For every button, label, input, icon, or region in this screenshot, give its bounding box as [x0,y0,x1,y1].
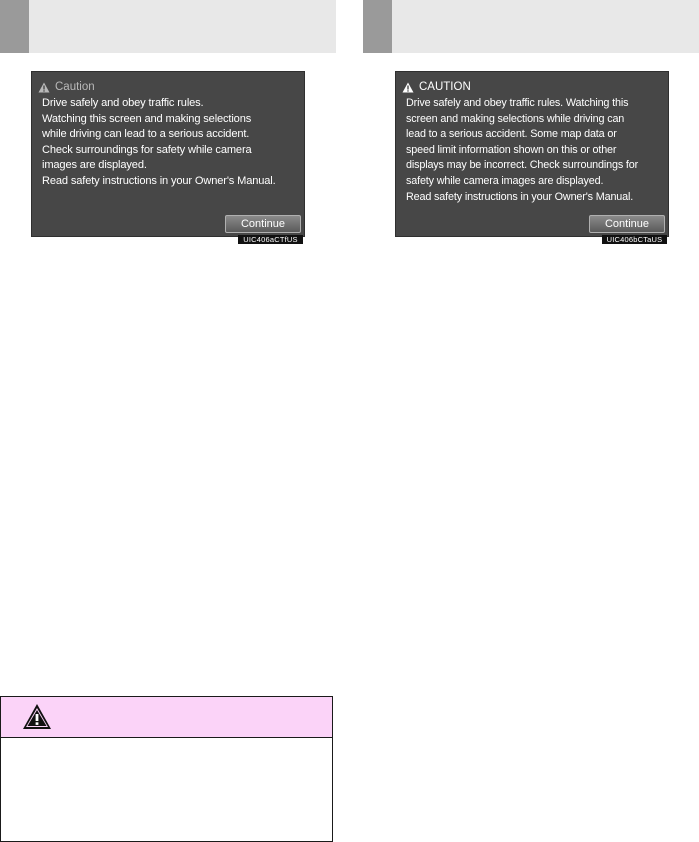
warning-triangle-icon [402,82,414,93]
caution-box-header [1,697,332,738]
message-line: displays may be incorrect. Check surroundings for [406,159,639,172]
section-tab-marker [0,0,29,53]
message-line: Check surroundings for safety while camera [42,143,252,156]
caution-title [402,79,471,95]
message-line: Drive safely and obey traffic rules. Watching this [406,97,629,109]
message-line: lead to a serious accident. Some map data or [406,128,617,141]
warning-triangle-icon [38,82,50,93]
warning-triangle-icon [22,703,52,730]
caution-message [42,96,300,190]
image-code-label: UIC406aCTfUS [238,235,303,244]
caution-message [406,96,666,205]
message-line: Read safety instructions in your Owner's Manual. [42,174,276,187]
caution-screen-right [395,71,669,237]
section-header-left [0,0,336,53]
message-line: speed limit information shown on this or other [406,143,617,156]
caution-box [0,696,333,842]
caution-screen-left [31,71,305,237]
continue-button[interactable]: Continue [589,215,665,233]
message-line: while driving can lead to a serious accident. [42,128,250,141]
message-line: Read safety instructions in your Owner's Manual. [406,190,634,203]
image-code-label: UIC406bCTaUS [602,235,667,244]
message-line: Drive safely and obey traffic rules. [42,97,204,109]
section-header-right [363,0,699,53]
message-line: safety while camera images are displayed. [406,174,604,187]
section-tab-marker [363,0,392,53]
caution-title-text: CAUTION [419,81,471,93]
message-line: images are displayed. [42,159,147,172]
message-line: screen and making selections while driving can [406,112,625,125]
caution-title-text: Caution [55,81,95,93]
continue-button[interactable]: Continue [225,215,301,233]
caution-title [38,79,95,95]
message-line: Watching this screen and making selections [42,112,252,125]
